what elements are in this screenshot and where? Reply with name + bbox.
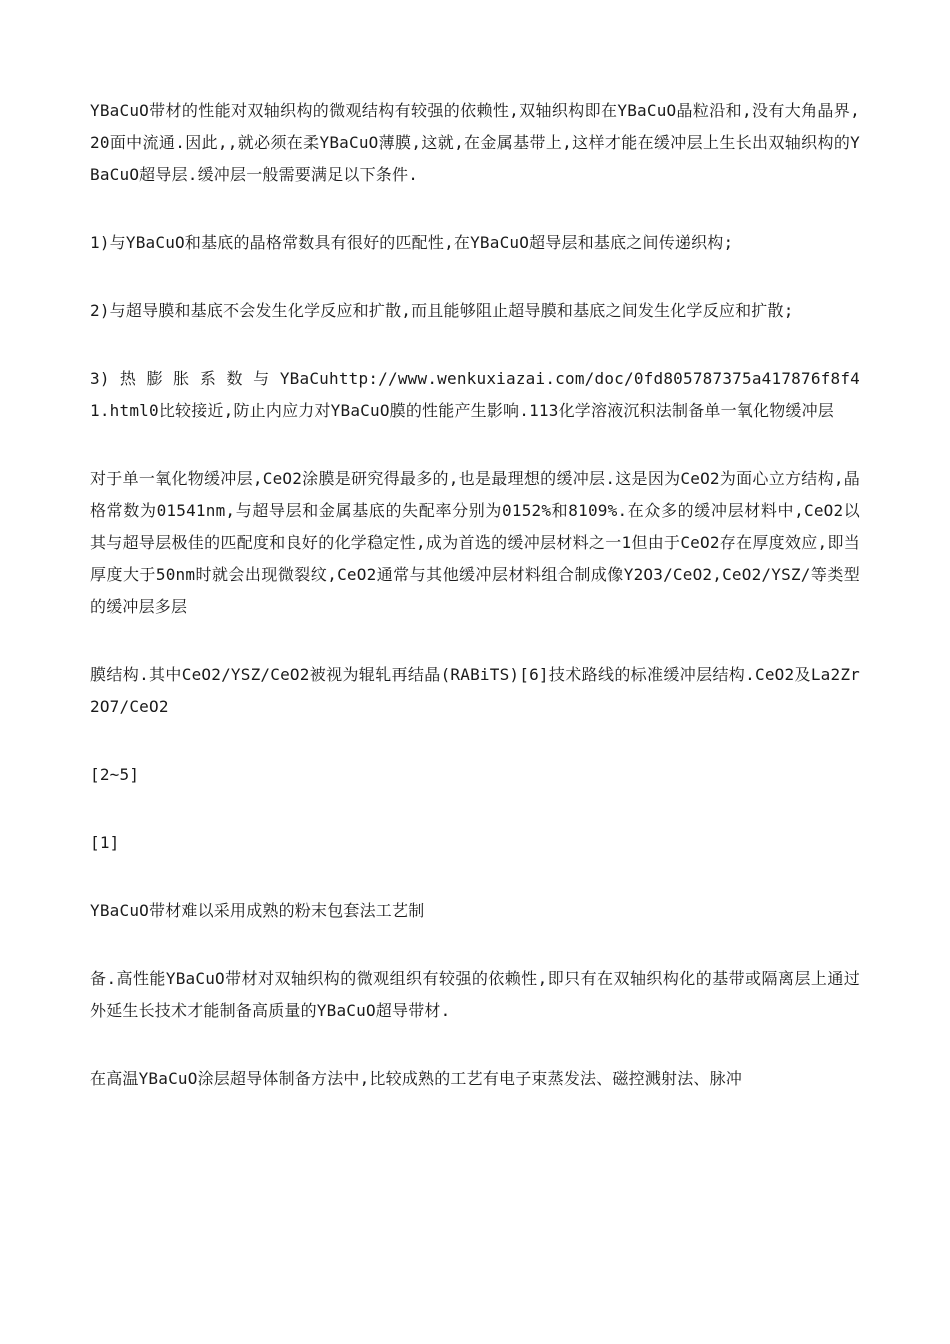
- citation-1: [1]: [90, 833, 120, 852]
- paragraph-condition-3: 3) 热 膨 胀 系 数 与 YBaCuhttp://www.wenkuxiazai.com/doc/0fd805787375a417876f8f41.html0比较接近,防止内应力对YBaCuO膜的性能产生影响.113化学溶液沉积法制备单一氧化物缓冲层: [90, 369, 860, 420]
- paragraph-ceo2-buffer: 对于单一氧化物缓冲层,CeO2涂膜是研究得最多的,也是最理想的缓冲层.这是因为CeO2为面心立方结构,晶格常数为01541nm,与超导层和金属基底的失配率分别为0152%和8109%.在众多的缓冲层材料中,CeO2以其与超导层极佳的匹配度和良好的化学稳定性,成为首选的缓冲层材料之一1但由于CeO2存在厚度效应,即当厚度大于50nm时就会出现微裂纹,CeO2通常与其他缓冲层材料组合制成像Y2O3/CeO2,CeO2/YSZ/等类型的缓冲层多层: [90, 469, 860, 616]
- paragraph-condition-1: 1)与YBaCuO和基底的晶格常数具有很好的匹配性,在YBaCuO超导层和基底之间传递织构;: [90, 233, 734, 252]
- paragraph-powder-method: YBaCuO带材难以采用成熟的粉末包套法工艺制: [90, 901, 425, 920]
- paragraph-biaxial-texture: YBaCuO带材的性能对双轴织构的微观结构有较强的依赖性,双轴织构即在YBaCuO晶粒沿和,没有大角晶界,20面中流通.因此,,就必须在柔YBaCuO薄膜,这就,在金属基带上,这样才能在缓冲层上生长出双轴织构的YBaCuO超导层.缓冲层一般需要满足以下条件.: [90, 101, 860, 184]
- paragraph-methods: 在高温YBaCuO涂层超导体制备方法中,比较成熟的工艺有电子束蒸发法、磁控溅射法、脉冲: [90, 1069, 743, 1088]
- citation-2-5: [2~5]: [90, 765, 140, 784]
- paragraph-condition-2: 2)与超导膜和基底不会发生化学反应和扩散,而且能够阻止超导膜和基底之间发生化学反应和扩散;: [90, 301, 794, 320]
- paragraph-film-structure: 膜结构.其中CeO2/YSZ/CeO2被视为辊轧再结晶(RABiTS)[6]技术路线的标准缓冲层结构.CeO2及La2Zr2O7/CeO2: [90, 665, 860, 716]
- paragraph-preparation: 备.高性能YBaCuO带材对双轴织构的微观组织有较强的依赖性,即只有在双轴织构化的基带或隔离层上通过外延生长技术才能制备高质量的YBaCuO超导带材.: [90, 969, 860, 1020]
- document-page: [90, 95, 860, 1095]
